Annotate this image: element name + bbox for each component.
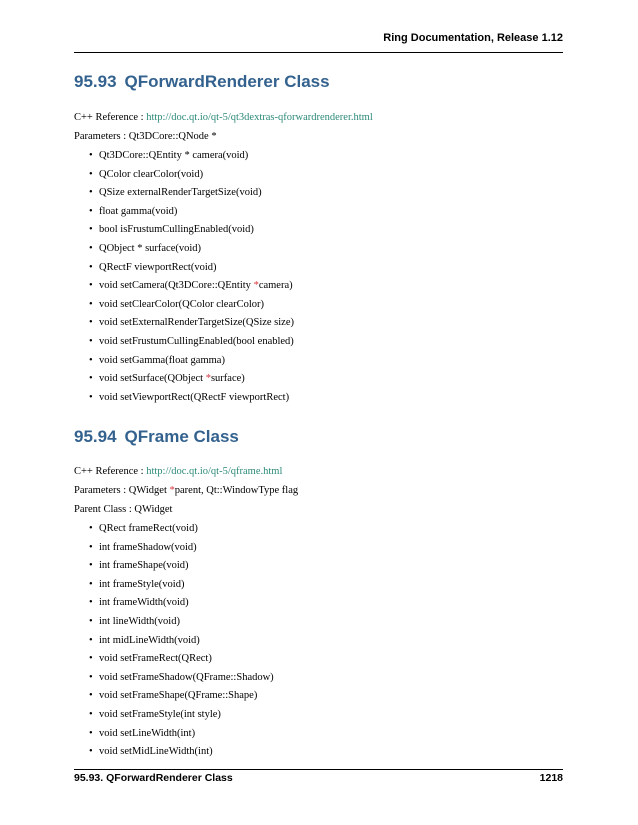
list-item — [74, 223, 294, 242]
bullet-icon: • — [89, 205, 93, 217]
method-signature: void setViewportRect(QRectF viewportRect) — [99, 391, 290, 403]
parameters-text: Parameters : QWidget — [74, 485, 170, 496]
list-item — [74, 186, 294, 205]
section-heading-qforwardrenderer — [74, 72, 330, 92]
list-item — [74, 391, 294, 410]
method-signature: void setFrameRect(QRect) — [99, 653, 212, 665]
cpp-reference-line — [74, 465, 282, 478]
bullet-icon: • — [89, 708, 93, 720]
list-item — [74, 727, 274, 746]
method-signature: void setCamera(Qt3DCore::QEntity — [99, 280, 254, 292]
bullet-icon: • — [89, 560, 93, 572]
reference-link[interactable]: http://doc.qt.io/qt-5/qt3dextras-qforwardrenderer.html — [146, 112, 373, 123]
method-signature: void setLineWidth(int) — [99, 727, 196, 739]
method-signature: void setFrameShadow(QFrame::Shadow) — [99, 671, 274, 683]
list-item — [74, 279, 294, 298]
bullet-icon: • — [89, 746, 93, 758]
list-item — [74, 354, 294, 373]
bullet-icon: • — [89, 634, 93, 646]
bullet-icon: • — [89, 653, 93, 665]
bullet-icon: • — [89, 373, 93, 385]
list-item — [74, 298, 294, 317]
bullet-icon: • — [89, 317, 93, 329]
list-item — [74, 689, 274, 708]
list-item — [74, 261, 294, 280]
method-list-qforwardrenderer — [74, 149, 294, 409]
list-item — [74, 615, 274, 634]
bullet-icon: • — [89, 354, 93, 366]
method-list-qframe — [74, 522, 274, 764]
bullet-icon: • — [89, 615, 93, 627]
list-item — [74, 745, 274, 764]
method-signature: int frameStyle(void) — [99, 578, 185, 590]
bullet-icon: • — [89, 690, 93, 702]
method-signature: int frameShape(void) — [99, 560, 189, 572]
bullet-icon: • — [89, 541, 93, 553]
method-signature: int frameShadow(void) — [99, 541, 197, 553]
section-heading-qframe — [74, 427, 239, 447]
method-signature: void setMidLineWidth(int) — [99, 746, 213, 758]
list-item — [74, 168, 294, 187]
section-number: 95.93 — [74, 72, 117, 91]
list-item — [74, 316, 294, 335]
bullet-icon: • — [89, 671, 93, 683]
method-signature: QRect frameRect(void) — [99, 523, 198, 534]
list-item — [74, 671, 274, 690]
method-signature: void setFrustumCullingEnabled(bool enabled) — [99, 335, 294, 347]
method-signature: void setClearColor(QColor clearColor) — [99, 298, 265, 310]
method-signature: int frameWidth(void) — [99, 597, 189, 609]
pointer-star: * — [253, 280, 259, 292]
method-signature: void setFrameStyle(int style) — [99, 708, 221, 720]
method-signature: void setExternalRenderTargetSize(QSize size) — [99, 317, 294, 329]
pointer-star: * — [205, 373, 211, 385]
reference-link[interactable]: http://doc.qt.io/qt-5/qframe.html — [146, 466, 283, 477]
bullet-icon: • — [89, 187, 93, 199]
method-signature: Qt3DCore::QEntity * camera(void) — [99, 150, 249, 161]
running-header: Ring Documentation, Release 1.12 — [383, 32, 563, 44]
bullet-icon: • — [89, 727, 93, 739]
section-title-text: QForwardRenderer Class — [124, 72, 330, 91]
reference-label: C++ Reference : — [74, 466, 147, 477]
parent-class-line: Parent Class : QWidget — [74, 504, 173, 515]
method-signature: int midLineWidth(void) — [99, 634, 200, 646]
bullet-icon: • — [89, 298, 93, 310]
pointer-star: * — [169, 485, 175, 496]
list-item — [74, 578, 274, 597]
footer-section: 95.93. QForwardRenderer Class — [74, 772, 233, 784]
list-item — [74, 652, 274, 671]
method-signature: camera) — [258, 280, 293, 292]
list-item — [74, 149, 294, 168]
parameters-text: parent, Qt::WindowType flag — [174, 485, 299, 496]
method-signature: void setSurface(QObject — [99, 373, 206, 385]
list-item — [74, 242, 294, 261]
bullet-icon: • — [89, 280, 93, 292]
method-signature: void setFrameShape(QFrame::Shape) — [99, 690, 258, 702]
method-signature: QSize externalRenderTargetSize(void) — [99, 187, 262, 199]
bullet-icon: • — [89, 578, 93, 590]
method-signature: QRectF viewportRect(void) — [99, 261, 217, 273]
method-signature: void setGamma(float gamma) — [99, 354, 225, 366]
header-divider — [74, 52, 563, 53]
section-number: 95.94 — [74, 427, 117, 446]
bullet-icon: • — [89, 391, 93, 403]
bullet-icon: • — [89, 242, 93, 254]
list-item — [74, 708, 274, 727]
list-item — [74, 634, 274, 653]
method-signature: QObject * surface(void) — [99, 242, 202, 254]
method-signature: float gamma(void) — [99, 205, 178, 217]
section-title-text: QFrame Class — [124, 427, 239, 446]
list-item — [74, 372, 294, 391]
method-signature: surface) — [210, 373, 245, 385]
method-signature: QColor clearColor(void) — [99, 168, 204, 180]
method-signature: int lineWidth(void) — [99, 615, 180, 627]
list-item — [74, 559, 274, 578]
list-item — [74, 541, 274, 560]
list-item — [74, 335, 294, 354]
bullet-icon: • — [89, 261, 93, 273]
bullet-icon: • — [89, 224, 93, 236]
method-signature: bool isFrustumCullingEnabled(void) — [99, 224, 254, 236]
parameters-line — [74, 484, 298, 497]
page-number: 1218 — [539, 772, 563, 784]
bullet-icon: • — [89, 150, 93, 161]
list-item — [74, 522, 274, 541]
bullet-icon: • — [89, 335, 93, 347]
footer-divider — [74, 769, 563, 770]
cpp-reference-line — [74, 111, 373, 124]
bullet-icon: • — [89, 168, 93, 180]
reference-label: C++ Reference : — [74, 112, 147, 123]
bullet-icon: • — [89, 597, 93, 609]
parameters-line: Parameters : Qt3DCore::QNode * — [74, 131, 217, 142]
list-item — [74, 596, 274, 615]
bullet-icon: • — [89, 523, 93, 534]
list-item — [74, 205, 294, 224]
